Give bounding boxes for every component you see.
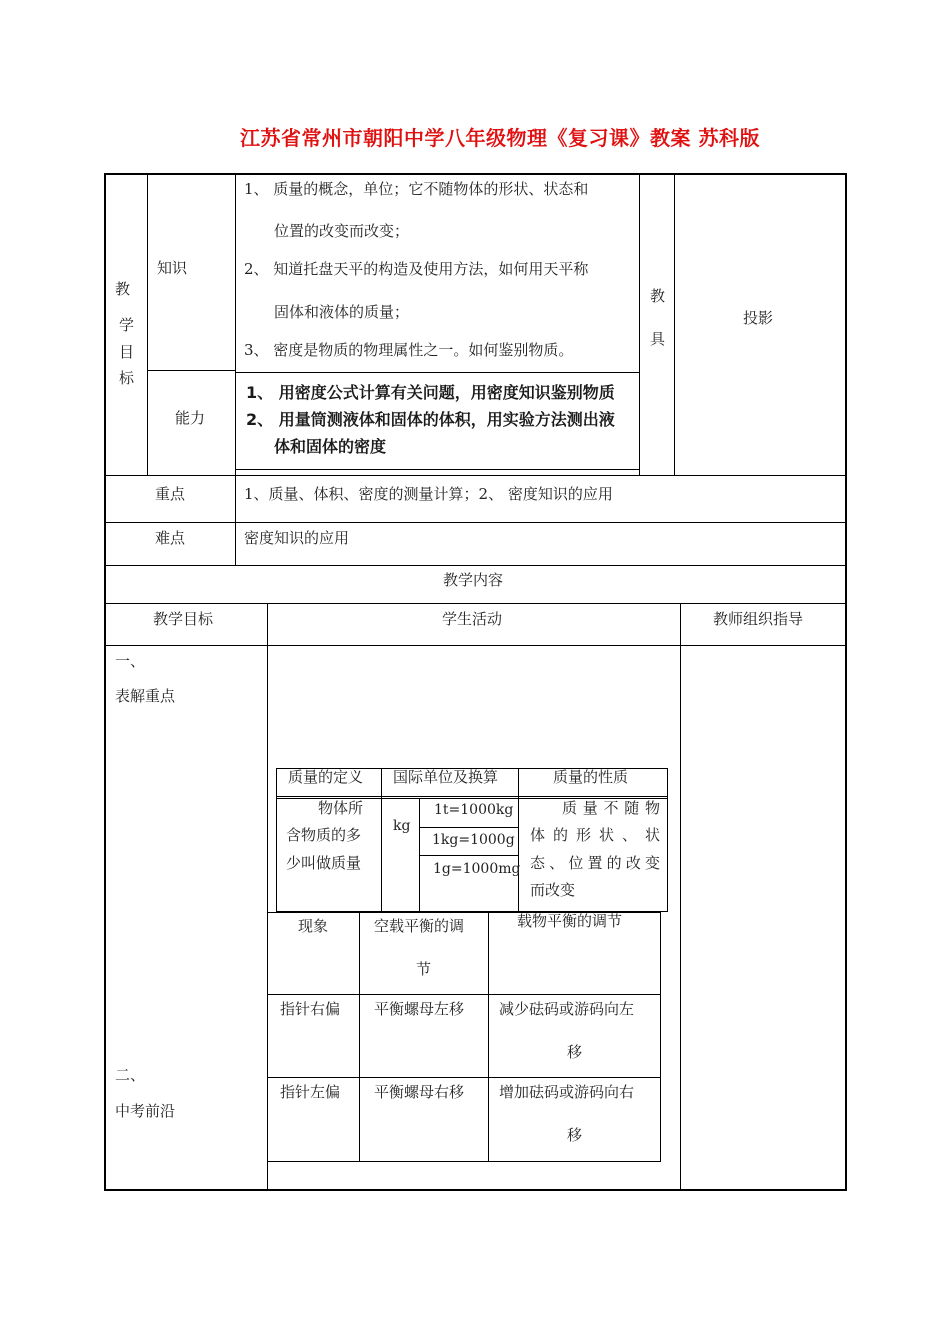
mass-property-line: 质量不随物 <box>562 799 660 817</box>
section2-line: 中考前沿 <box>115 1102 176 1120</box>
table-border-top <box>104 173 847 175</box>
balance-cell: 移 <box>567 1043 583 1061</box>
table-border-right <box>845 173 847 1191</box>
mass-table-header: 国际单位及换算 <box>393 768 499 786</box>
ability-line: 2、 用量筒测液体和固体的体积，用实验方法测出液 <box>246 410 615 429</box>
knowledge-label: 知识 <box>157 259 188 277</box>
ability-line: 体和固体的密度 <box>274 437 387 456</box>
mass-table-header: 质量的定义 <box>288 768 364 786</box>
mass-definition-line: 少叫做质量 <box>286 854 362 872</box>
balance-header: 节 <box>416 960 432 978</box>
balance-cell: 指针右偏 <box>280 1000 341 1018</box>
balance-header: 载物平衡的调节 <box>517 912 623 930</box>
knowledge-line: 2、 知道托盘天平的构造及使用方法，如何用天平称 <box>244 260 589 278</box>
objectives-label-char: 学 <box>119 316 135 334</box>
content-header: 教师组织指导 <box>713 610 804 628</box>
mass-property-line: 态、位置的改变 <box>530 854 660 872</box>
mass-property-line: 而改变 <box>530 881 576 899</box>
knowledge-line: 3、 密度是物质的物理属性之一。如何鉴别物质。 <box>244 341 574 359</box>
difficulties-label: 难点 <box>155 529 186 547</box>
document-title: 江苏省常州市朝阳中学八年级物理《复习课》教案 苏科版 <box>240 126 760 150</box>
mass-conversion: 1t=1000kg <box>434 802 514 818</box>
knowledge-line: 位置的改变而改变； <box>274 222 410 240</box>
content-header: 学生活动 <box>442 610 503 628</box>
key-points-label: 重点 <box>155 485 186 503</box>
balance-cell: 平衡螺母左移 <box>374 1000 465 1018</box>
mass-property-line: 体的形状、状 <box>530 826 660 844</box>
objectives-label-char: 目 <box>119 343 135 361</box>
knowledge-line: 固体和液体的质量； <box>274 303 410 321</box>
section2-line: 二、 <box>115 1066 146 1084</box>
tools-label-char: 具 <box>650 330 666 348</box>
balance-cell: 减少砝码或游码向左 <box>499 1000 635 1018</box>
mass-conversion: 1g=1000mg <box>433 861 521 877</box>
balance-cell: 指针左偏 <box>280 1083 341 1101</box>
mass-definition-line: 含物质的多 <box>286 826 362 844</box>
tools-value: 投影 <box>743 309 774 327</box>
tools-label-char: 教 <box>650 287 666 305</box>
balance-header: 空载平衡的调 <box>374 917 465 935</box>
content-title: 教学内容 <box>443 571 504 589</box>
balance-cell: 增加砝码或游码向右 <box>499 1083 635 1101</box>
difficulties-value: 密度知识的应用 <box>244 529 350 547</box>
mass-conversion: 1kg=1000g <box>432 832 515 848</box>
section1-line: 一、 <box>115 652 146 670</box>
objectives-label-char: 标 <box>119 369 135 387</box>
mass-table-header: 质量的性质 <box>553 768 629 786</box>
key-points-value: 1、质量、体积、密度的测量计算；2、 密度知识的应用 <box>244 485 613 503</box>
table-border-bottom <box>104 1189 847 1191</box>
mass-unit: kg <box>393 818 411 834</box>
knowledge-line: 1、 质量的概念，单位；它不随物体的形状、状态和 <box>244 180 589 198</box>
content-header: 教学目标 <box>153 610 214 628</box>
balance-cell: 移 <box>567 1126 583 1144</box>
ability-label: 能力 <box>175 409 206 427</box>
objectives-label-char: 教 <box>115 280 131 298</box>
balance-cell: 平衡螺母右移 <box>374 1083 465 1101</box>
section1-line: 表解重点 <box>115 687 176 705</box>
mass-definition-line: 物体所 <box>318 799 364 817</box>
balance-header: 现象 <box>298 917 329 935</box>
table-border-left <box>104 173 106 1191</box>
ability-line: 1、 用密度公式计算有关问题，用密度知识鉴别物质 <box>246 383 615 402</box>
